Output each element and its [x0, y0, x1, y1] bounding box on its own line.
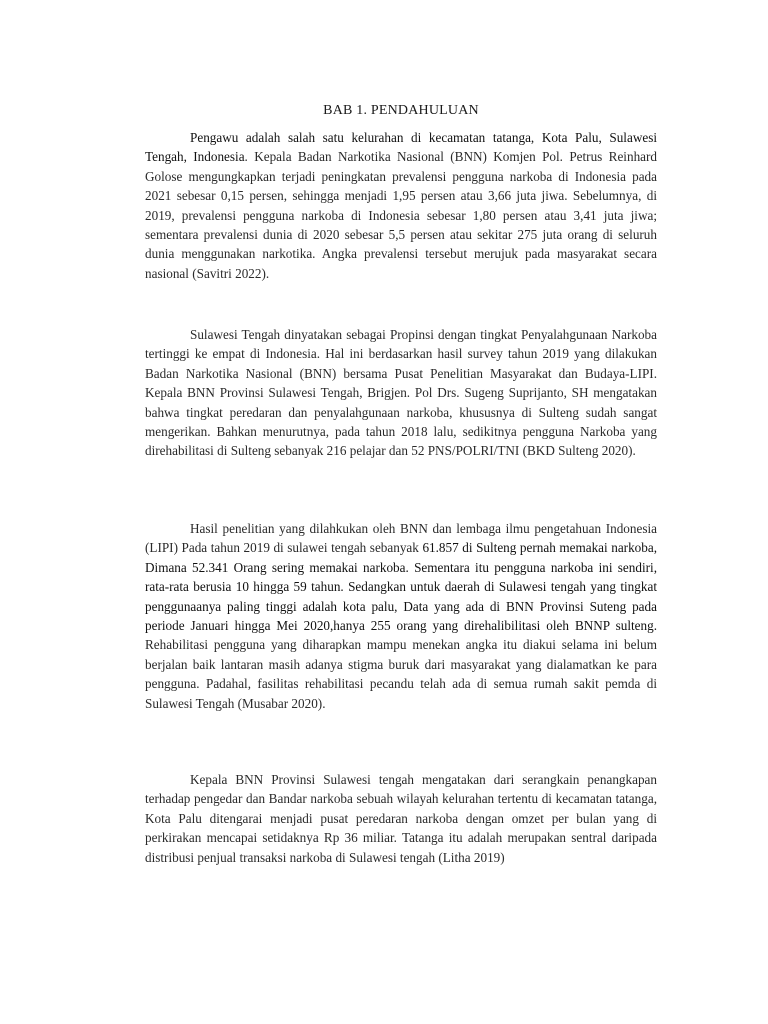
paragraph-2-body: Sulawesi Tengah dinyatakan sebagai Propinsi dengan tingkat Penyalahgunaan Narkoba tertinggi ke empat di Indonesia. Hal ini berdasarkan hasil survey tahun 2019 yang dilakukan Badan Narkotika Nasional (BNN) bersama Pusat Penelitian Masyarakat dan Budaya-LIPI. Kepala BNN Provinsi Sulawesi Tengah, Brigjen. Pol Drs. Sugeng Suprijanto, SH mengatakan bahwa tingkat peredaran dan penyalahgunaan narkoba, khususnya di Sulteng sudah sangat mengerikan. Bahkan menurutnya, pada tahun 2018 lalu, sedikitnya pengguna Narkoba yang direhabilitasi di Sulteng sebanyak 216 pelajar dan 52 PNS/POLRI/TNI (BKD Sulteng 2020). — [145, 327, 657, 459]
paragraph-3 — [145, 519, 657, 713]
paragraph-1-body: . Kepala Badan Narkotika Nasional (BNN) Komjen Pol. Petrus Reinhard Golose mengungkapkan terjadi peningkatan prevalensi pengguna narkoba di Indonesia pada 2021 sebesar 0,15 persen, sehingga menjadi 1,95 persen atau 3,66 juta jiwa. Sebelumnya, di 2019, prevalensi pengguna narkoba di Indonesia sebesar 1,80 persen atau 3,41 juta jiwa; sementara prevalensi dunia di 2020 sebesar 5,5 persen atau sekitar 275 juta orang di seluruh dunia menggunakan narkotika. Angka prevalensi tersebut merujuk pada masyarakat secara nasional (Savitri 2022). — [145, 149, 657, 281]
paragraph-3-lead: Hasil penelitian yang dilahkukan oleh BNN dan lembaga ilmu pengetahuan Indonesia (LIPI) Pada tahun 2019 di sulawei tengah sebanyak — [145, 521, 657, 556]
paragraph-1 — [145, 128, 657, 283]
paragraph-3-body: Rehabilitasi pengguna yang diharapkan mampu menekan angka itu diakui selama ini belum berjalan baik lantaran masih adanya stigma buruk dari masyarakat yang dialamatkan ke para pengguna. Padahal, fasilitas rehabilitasi pecandu telah ada di semua rumah sakit pemda di Sulawesi Tengah (Musabar 2020). — [145, 637, 657, 711]
paragraph-3-middle: 61.857 di Sulteng pernah memakai narkoba, Dimana 52.341 Orang sering memakai narkoba. Sementara itu pengguna narkoba ini sendiri, rata-rata berusia 10 hingga 59 tahun. Sedangkan untuk daerah di Sulawesi tengah yang tingkat penggunaanya paling tinggi adalah kota palu, Data yang ada di BNN Provinsi Suteng pada periode Januari hingga Mei 2020,hanya 255 orang yang direhalibilitasi oleh BNNP sulteng. — [145, 540, 657, 634]
paragraph-1-lead: Pengawu adalah salah satu kelurahan di kecamatan tatanga, Kota Palu, Sulawesi Tengah, Indonesia — [145, 130, 657, 165]
paragraph-4-body: Kepala BNN Provinsi Sulawesi tengah mengatakan dari serangkain penangkapan terhadap pengedar dan Bandar narkoba sebuah wilayah kelurahan tertentu di kecamatan tatanga, Kota Palu ditengarai menjadi pusat peredaran narkoba dengan omzet per bulan yang di perkirakan mencapai setidaknya Rp 36 miliar. Tatanga itu adalah merupakan sentral daripada distribusi penjual transaksi narkoba di Sulawesi tengah (Litha 2019) — [145, 772, 657, 865]
paragraph-4 — [145, 770, 657, 867]
paragraph-2 — [145, 325, 657, 461]
chapter-title: BAB 1. PENDAHULUAN — [323, 103, 479, 118]
